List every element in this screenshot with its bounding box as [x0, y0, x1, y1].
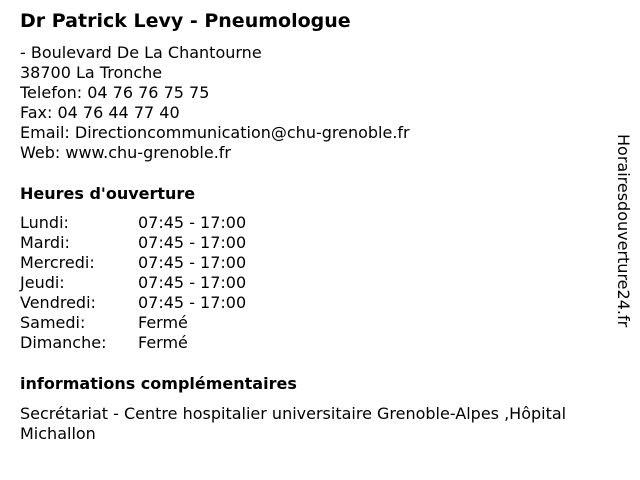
day-label: Lundi: — [20, 213, 69, 232]
hours-row-thursday — [20, 273, 320, 293]
time-value: 07:45 - 17:00 — [138, 273, 247, 292]
day-label: Jeudi: — [20, 273, 65, 292]
hours-row-wednesday — [20, 253, 320, 273]
page-title: Dr Patrick Levy - Pneumologue — [20, 10, 351, 32]
site-watermark: Horairesdouverture24.fr — [614, 134, 633, 328]
address-street: - Boulevard De La Chantourne — [20, 43, 262, 62]
additional-info-heading: informations complémentaires — [20, 374, 297, 393]
opening-hours-heading: Heures d'ouverture — [20, 184, 196, 203]
day-label: Mardi: — [20, 233, 70, 252]
time-value: Fermé — [138, 313, 188, 332]
day-label: Dimanche: — [20, 333, 107, 352]
hours-row-friday — [20, 293, 320, 313]
website-address: Web: www.chu-grenoble.fr — [20, 143, 231, 162]
fax-number: Fax: 04 76 44 77 40 — [20, 103, 180, 122]
email-address: Email: Directioncommunication@chu-grenoble.fr — [20, 123, 410, 142]
time-value: 07:45 - 17:00 — [138, 233, 247, 252]
time-value: 07:45 - 17:00 — [138, 253, 247, 272]
additional-info-text: Secrétariat - Centre hospitalier universitaire Grenoble-Alpes ,Hôpital Michallon — [20, 404, 567, 443]
time-value: 07:45 - 17:00 — [138, 293, 247, 312]
time-value: 07:45 - 17:00 — [138, 213, 247, 232]
day-label: Vendredi: — [20, 293, 96, 312]
opening-hours-table — [20, 213, 320, 353]
hours-row-monday — [20, 213, 320, 233]
phone-number: Telefon: 04 76 76 75 75 — [20, 83, 210, 102]
hours-row-saturday — [20, 313, 320, 333]
day-label: Samedi: — [20, 313, 86, 332]
hours-row-sunday — [20, 333, 320, 353]
time-value: Fermé — [138, 333, 188, 352]
day-label: Mercredi: — [20, 253, 95, 272]
hours-row-tuesday — [20, 233, 320, 253]
address-city: 38700 La Tronche — [20, 63, 163, 82]
contact-block — [20, 43, 410, 163]
